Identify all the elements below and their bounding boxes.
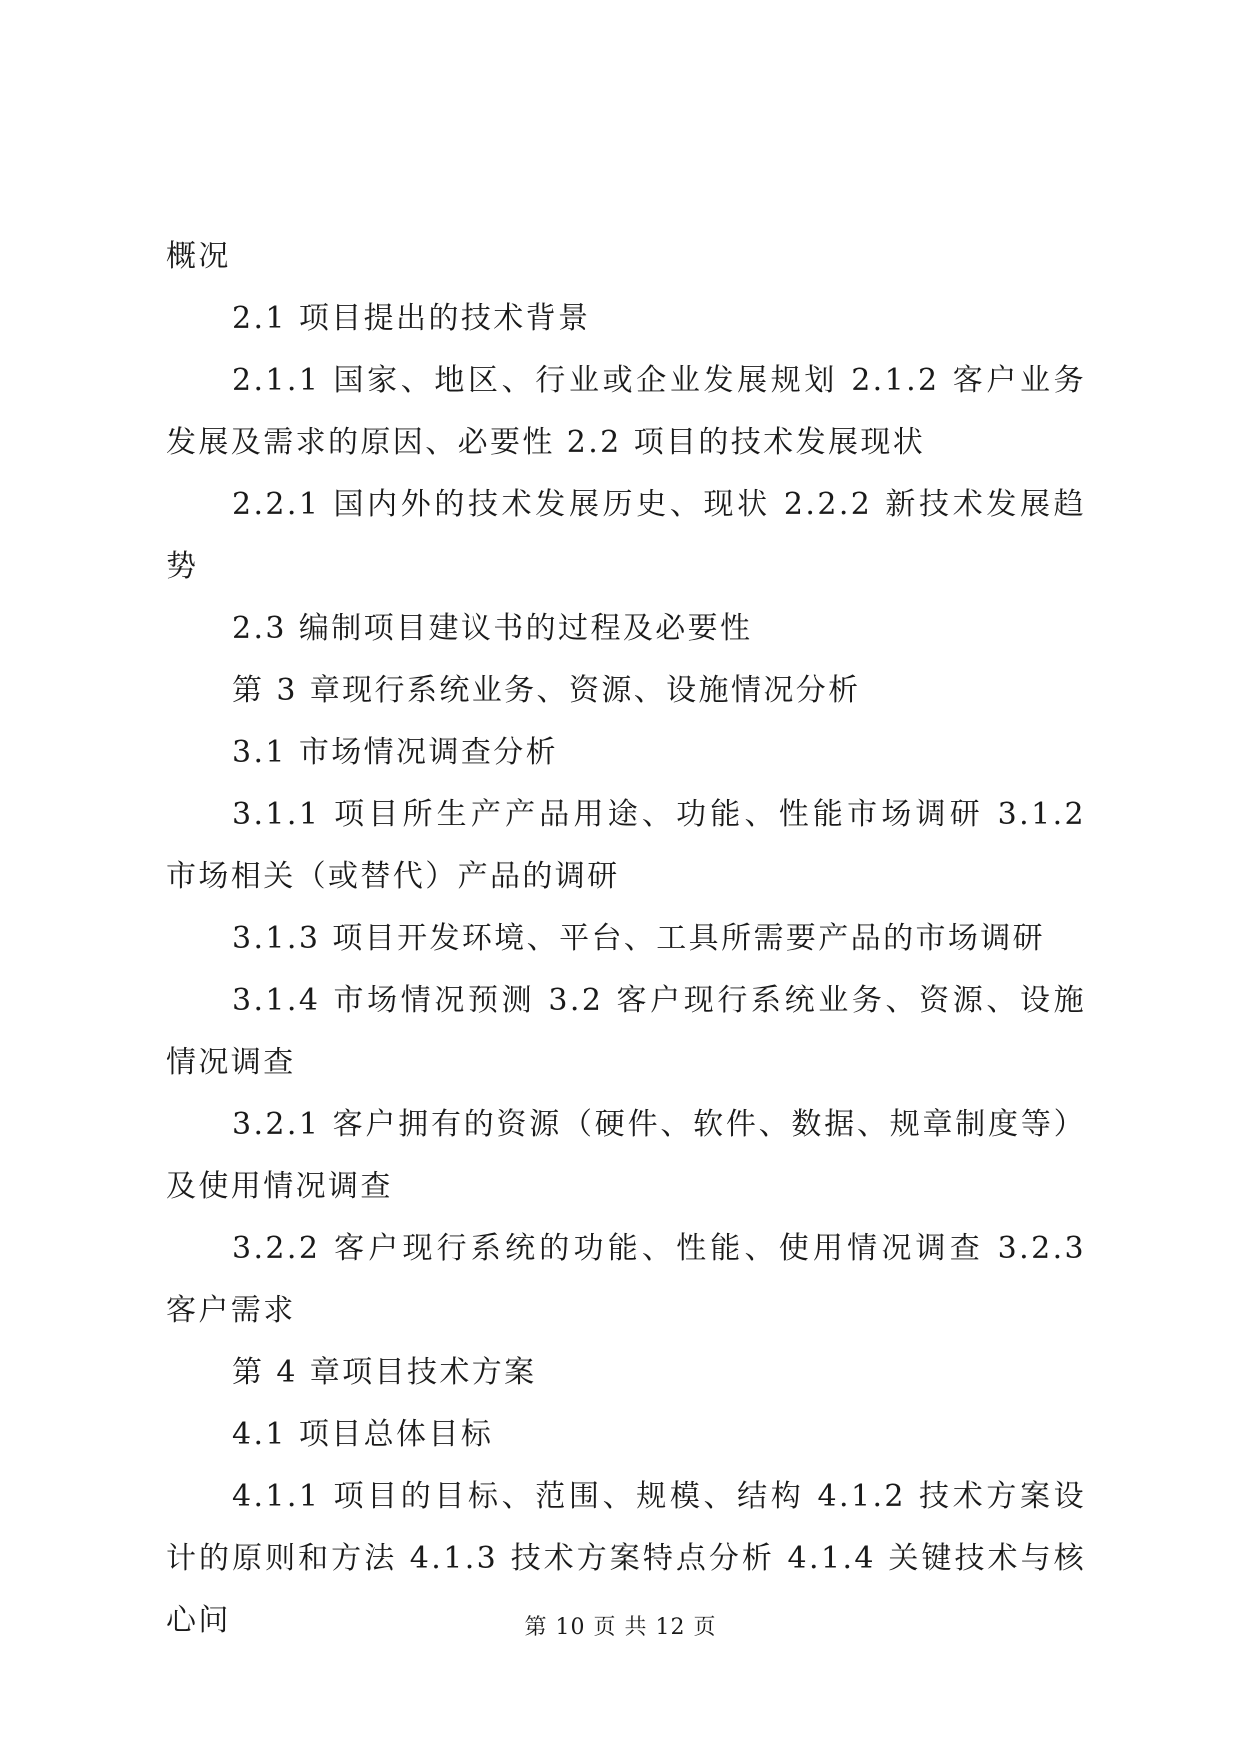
- document-body: [166, 226, 1086, 1652]
- paragraph: 3.1 市场情况调查分析: [232, 735, 559, 770]
- chapter-heading: 第 3 章现行系统业务、资源、设施情况分析: [232, 673, 861, 708]
- paragraph: 4.1.1 项目的目标、范围、规模、结构 4.1.2 技术方案设计的原则和方法 4.1.3 技术方案特点分析 4.1.4 关键技术与核心问: [166, 1479, 1086, 1638]
- paragraph: 概况: [166, 239, 231, 274]
- paragraph: 2.1.1 国家、地区、行业或企业发展规划 2.1.2 客户业务发展及需求的原因、必要性 2.2 项目的技术发展现状: [166, 363, 1086, 460]
- paragraph: 2.1 项目提出的技术背景: [232, 301, 591, 336]
- chapter-heading: 第 4 章项目技术方案: [232, 1355, 537, 1390]
- paragraph: 3.1.4 市场情况预测 3.2 客户现行系统业务、资源、设施情况调查: [166, 983, 1086, 1080]
- paragraph: 3.1.1 项目所生产产品用途、功能、性能市场调研 3.1.2 市场相关（或替代）产品的调研: [166, 797, 1086, 894]
- paragraph: 2.2.1 国内外的技术发展历史、现状 2.2.2 新技术发展趋势: [166, 487, 1086, 584]
- paragraph: 3.2.2 客户现行系统的功能、性能、使用情况调查 3.2.3 客户需求: [166, 1231, 1086, 1328]
- page-number: 第 10 页 共 12 页: [524, 1615, 717, 1640]
- paragraph: 4.1 项目总体目标: [232, 1417, 494, 1452]
- paragraph: 3.2.1 客户拥有的资源（硬件、软件、数据、规章制度等）及使用情况调查: [166, 1107, 1086, 1204]
- paragraph: 3.1.3 项目开发环境、平台、工具所需要产品的市场调研: [232, 921, 1046, 956]
- page-footer: [0, 1610, 1241, 1641]
- paragraph: 2.3 编制项目建议书的过程及必要性: [232, 611, 753, 646]
